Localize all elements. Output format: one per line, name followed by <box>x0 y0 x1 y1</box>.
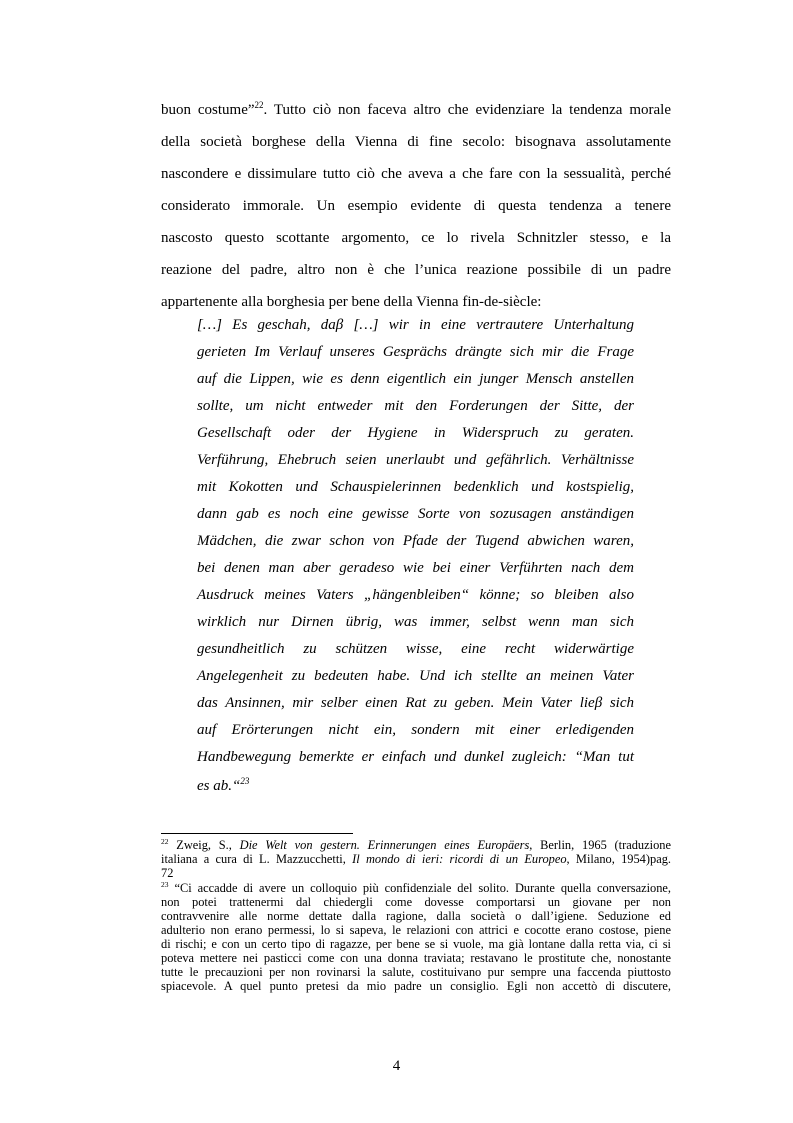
footnote-line: poteva mettere nei pasticci come con una donna traviata; restavano le prostitute che, nonostante <box>161 951 671 965</box>
body-line: nascosto questo scottante argomento, ce lo rivela Schnitzler stesso, e la <box>161 230 671 246</box>
quote-line: […] Es geschah, daβ […] wir in eine vertrautere Unterhaltung <box>197 317 634 333</box>
footnote-line: di rischi; e con un certo tipo di ragazze, per bene se si vuole, ma già lontane dalla retta via, ci si <box>161 937 671 951</box>
body-line: appartenente alla borghesia per bene della Vienna fin-de-siècle: <box>161 294 542 310</box>
footnote-line: contravvenire alle norme dettate dalla ragione, dalla società o dall’igiene. Seduzione ed <box>161 909 671 923</box>
body-line: considerato immorale. Un esempio evidente di questa tendenza a tenere <box>161 198 671 214</box>
body-line: reazione del padre, altro non è che l’unica reazione possibile di un padre <box>161 262 671 278</box>
footnote-number: 23 <box>161 880 169 889</box>
footnote-line: italiana a cura di L. Mazzucchetti, Il mondo di ieri: ricordi di un Europeo, Milano, 1954)pag. <box>161 852 671 866</box>
footnote-ref[interactable]: 23 <box>240 776 250 786</box>
quote-line: gerieten Im Verlauf unseres Gesprächs drängte sich mir die Frage <box>197 344 634 360</box>
quote-line: Mädchen, die zwar schon von Pfade der Tugend abwichen waren, <box>197 533 634 549</box>
body-line: nascondere e dissimulare tutto ciò che aveva a che fare con la sessualità, perché <box>161 166 671 182</box>
footnote-line: adulterio non erano permessi, lo si sapeva, le relazioni con attrici e cocotte erano costose, piene <box>161 923 671 937</box>
footnote-line: $^{23}$ “Ci accadde di avere un colloquio più confidenziale del solito. Durante quella conversazione, <box>161 880 671 895</box>
body-line: buon costume”$^{22}$. Tutto ciò non faceva altro che evidenziare la tendenza morale <box>161 100 672 118</box>
quote-line: es ab.“$^{23}$ <box>197 776 250 794</box>
quote-line: gesundheitlich zu schützen wisse, eine recht widerwärtige <box>197 641 634 657</box>
quote-line: auf Erörterungen nicht ein, sondern mit einer erledigenden <box>197 722 634 738</box>
body-line: della società borghese della Vienna di fine secolo: bisognava assolutamente <box>161 134 671 150</box>
page-number: 4 <box>392 1058 401 1074</box>
quote-line: auf die Lippen, wie es denn eigentlich ein junger Mensch anstellen <box>197 371 634 387</box>
footnote-line: non potei trattenermi dal chiedergli come dovesse comportarsi un giovane per non <box>161 895 671 909</box>
quote-line: Verführung, Ehebruch seien unerlaubt und gefährlich. Verhältnisse <box>197 452 634 468</box>
footnote-line: 72 <box>161 866 174 880</box>
quote-line: Ausdruck meines Vaters „hängenbleiben“ könne; so bleiben also <box>197 587 634 603</box>
quote-line: bei denen man aber geradeso wie bei einer Verführten nach dem <box>197 560 634 576</box>
quote-line: sollte, um nicht entweder mit den Forderungen der Sitte, der <box>197 398 634 414</box>
footnote-line: $^{22}$ Zweig, S., Die Welt von gestern. Erinnerungen eines Europäers, Berlin, 1965 (traduzione <box>161 837 671 852</box>
footnote-number: 22 <box>161 837 169 846</box>
quote-line: Handbewegung bemerkte er einfach und dunkel zugleich: “Man tut <box>197 749 634 765</box>
footnote-line: spiacevole. A quel punto pretesi da mio padre un consiglio. Egli non accettò di discutere, <box>161 979 671 993</box>
footnote-ref[interactable]: 22 <box>254 100 264 110</box>
quote-line: mit Kokotten und Schauspielerinnen bedenklich und kostspielig, <box>197 479 634 495</box>
footnote-line: tutte le precauzioni per non rovinarsi la salute, costituivano pur sempre una faccenda piuttosto <box>161 965 671 979</box>
quote-line: Gesellschaft oder der Hygiene in Widerspruch zu geraten. <box>197 425 634 441</box>
quote-line: dann gab es noch eine gewisse Sorte von sozusagen anständigen <box>197 506 634 522</box>
quote-line: das Ansinnen, mir selber einen Rat zu geben. Mein Vater lieβ sich <box>197 695 634 711</box>
footnote-separator <box>161 833 353 834</box>
quote-line: wirklich nur Dirnen übrig, was immer, selbst wenn man sich <box>197 614 634 630</box>
quote-line: Angelegenheit zu bedeuten habe. Und ich stellte an meinen Vater <box>197 668 634 684</box>
